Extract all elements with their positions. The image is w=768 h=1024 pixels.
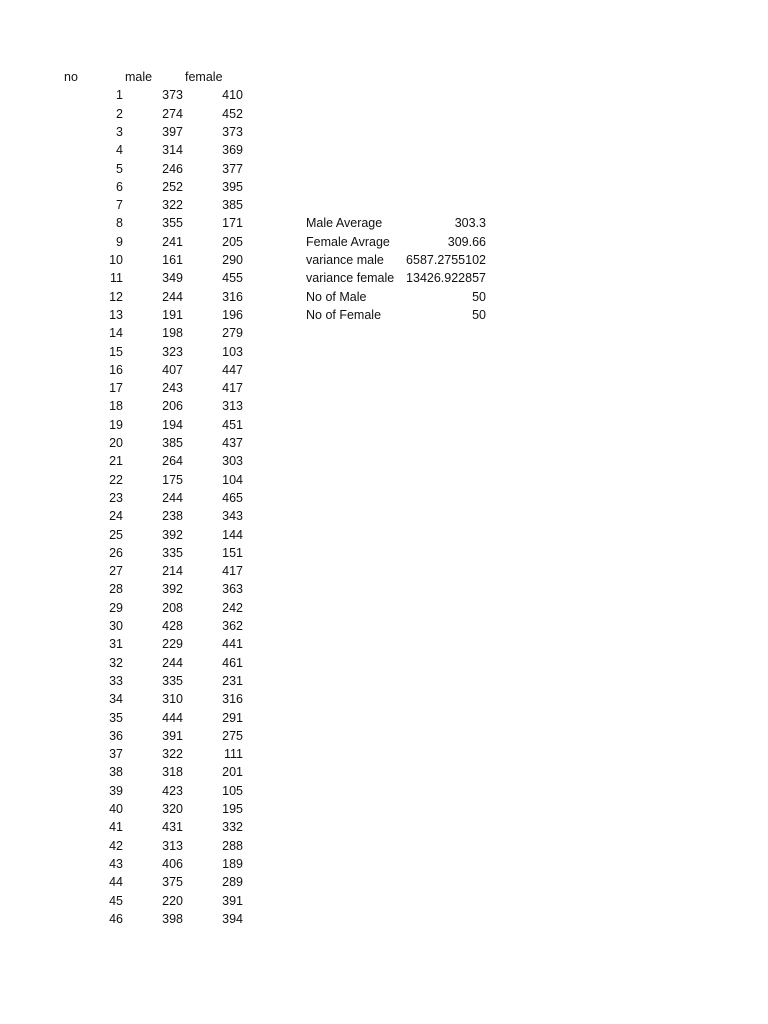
stat-value: 309.66 [447,234,486,249]
table-row [0,397,520,415]
cell-no: 35 [109,710,123,725]
cell-female: 103 [222,344,243,359]
table-row [0,160,520,178]
cell-male: 349 [162,271,183,286]
cell-male: 392 [162,527,183,542]
stat-row [0,214,520,232]
cell-no: 46 [109,911,123,926]
cell-no: 22 [109,472,123,487]
table-row [0,141,520,159]
table-row [0,507,520,525]
cell-male: 220 [162,893,183,908]
table-row [0,763,520,781]
cell-female: 437 [222,436,243,450]
cell-no: 12 [109,289,123,304]
table-row [0,123,520,141]
column-header-male: male [125,70,153,84]
cell-female: 417 [222,564,243,579]
cell-male: 310 [162,692,183,707]
stat-value: 50 [472,307,486,322]
cell-male: 335 [162,673,183,688]
cell-male: 175 [162,472,183,487]
cell-no: 44 [109,875,123,890]
cell-no: 14 [109,326,123,341]
stat-value: 50 [472,289,486,304]
table-row [0,892,520,910]
cell-male: 391 [162,728,183,743]
cell-male: 373 [162,88,183,103]
stat-row [0,288,520,306]
cell-male: 322 [162,198,183,213]
cell-female: 447 [222,362,243,377]
cell-female: 316 [222,692,243,707]
cell-male: 444 [162,710,183,725]
cell-no: 13 [109,307,123,322]
cell-no: 16 [109,362,123,377]
cell-female: 362 [222,619,243,633]
cell-female: 242 [222,600,243,615]
cell-male: 355 [162,216,183,231]
cell-male: 238 [162,509,183,524]
cell-male: 423 [162,783,183,798]
cell-male: 375 [162,875,183,890]
cell-female: 231 [222,673,243,688]
cell-no: 30 [109,619,123,633]
cell-female: 343 [222,509,243,524]
cell-male: 241 [162,234,183,249]
cell-female: 105 [222,783,243,798]
cell-male: 385 [162,436,183,450]
cell-no: 27 [109,564,123,579]
column-header-female: female [185,70,223,84]
table-row [0,489,520,507]
table-row [0,690,520,708]
table-row [0,86,520,104]
table-row [0,782,520,800]
cell-no: 8 [116,216,123,231]
header-row [0,68,520,86]
cell-male: 335 [162,545,183,560]
cell-male: 243 [162,381,183,396]
stat-label: variance male [306,253,384,267]
cell-male: 194 [162,417,183,432]
table-row [0,452,520,470]
table-row [0,178,520,196]
table-row [0,526,520,544]
table-row [0,105,520,123]
cell-female: 144 [222,527,243,542]
cell-no: 5 [116,161,123,176]
cell-female: 394 [222,911,243,926]
cell-male: 428 [162,619,183,633]
cell-no: 37 [109,747,123,762]
stat-label: variance female [306,271,395,286]
cell-male: 314 [162,143,183,158]
cell-female: 104 [222,472,243,487]
cell-no: 15 [109,344,123,359]
cell-male: 191 [162,307,183,322]
cell-no: 26 [109,545,123,560]
table-row [0,343,520,361]
cell-male: 318 [162,765,183,780]
cell-female: 441 [222,637,243,652]
cell-male: 206 [162,399,183,414]
cell-no: 31 [109,637,123,652]
cell-no: 33 [109,673,123,688]
table-row [0,361,520,379]
cell-no: 34 [109,692,123,707]
cell-female: 385 [222,198,243,213]
cell-male: 244 [162,490,183,505]
table-row [0,379,520,397]
table-row [0,837,520,855]
cell-female: 395 [222,179,243,194]
cell-no: 1 [116,88,123,103]
cell-female: 291 [222,710,243,725]
cell-female: 363 [222,582,243,597]
cell-male: 229 [162,637,183,652]
cell-no: 21 [109,454,123,469]
cell-female: 171 [222,216,243,231]
table-row [0,727,520,745]
table-row [0,800,520,818]
cell-male: 214 [162,564,183,579]
cell-male: 397 [162,124,183,139]
cell-female: 279 [222,326,243,341]
cell-no: 29 [109,600,123,615]
cell-no: 40 [109,802,123,816]
cell-no: 10 [109,253,123,267]
cell-female: 290 [222,253,243,267]
table-row [0,818,520,836]
cell-no: 11 [110,271,123,286]
cell-male: 274 [162,106,183,121]
table-row [0,745,520,763]
cell-male: 244 [162,655,183,670]
stat-value: 13426.922857 [406,271,486,286]
cell-female: 201 [222,765,243,780]
cell-female: 205 [222,234,243,249]
cell-male: 406 [162,856,183,871]
table-row [0,709,520,727]
stat-label: Male Average [306,216,383,231]
cell-no: 41 [109,820,123,835]
cell-male: 323 [162,344,183,359]
cell-no: 19 [109,417,123,432]
table-row [0,544,520,562]
cell-no: 25 [109,527,123,542]
stat-row [0,269,520,287]
cell-male: 320 [162,802,183,816]
cell-male: 431 [162,820,183,835]
cell-no: 36 [109,728,123,743]
cell-no: 28 [109,582,123,597]
table-row [0,580,520,598]
cell-male: 198 [162,326,183,341]
cell-male: 392 [162,582,183,597]
cell-no: 23 [109,490,123,505]
cell-female: 313 [222,399,243,414]
cell-female: 391 [222,893,243,908]
cell-female: 465 [222,490,243,505]
table-row [0,654,520,672]
cell-female: 189 [222,856,243,871]
cell-male: 208 [162,600,183,615]
cell-male: 161 [162,253,183,267]
cell-male: 407 [162,362,183,377]
cell-no: 7 [116,198,123,213]
table-row [0,196,520,214]
cell-female: 111 [223,747,243,762]
table-row [0,873,520,891]
table-row [0,562,520,580]
cell-male: 313 [162,838,183,853]
cell-no: 2 [116,106,123,121]
cell-female: 316 [222,289,243,304]
cell-female: 288 [222,838,243,853]
cell-female: 303 [222,454,243,469]
cell-no: 6 [116,179,123,194]
cell-male: 398 [162,911,183,926]
cell-female: 451 [222,417,243,432]
table-row [0,434,520,452]
cell-female: 417 [222,381,243,396]
table-row [0,910,520,928]
cell-no: 24 [109,509,123,524]
cell-female: 275 [222,728,243,743]
table-row [0,672,520,690]
cell-no: 4 [116,143,123,158]
stat-label: Female Avrage [306,234,390,249]
stat-row [0,233,520,251]
cell-no: 38 [109,765,123,780]
stat-value: 303.3 [454,216,486,231]
column-header-no: no [64,70,78,84]
cell-female: 289 [222,875,243,890]
cell-female: 410 [222,88,243,103]
cell-male: 246 [162,161,183,176]
cell-female: 369 [222,143,243,158]
cell-female: 377 [222,161,243,176]
cell-male: 244 [162,289,183,304]
stat-row [0,251,520,269]
cell-male: 264 [162,454,183,469]
table-row [0,416,520,434]
cell-female: 455 [222,271,243,286]
cell-no: 32 [109,655,123,670]
cell-no: 45 [109,893,123,908]
stat-value: 6587.2755102 [406,253,486,267]
cell-no: 39 [109,783,123,798]
table-row [0,855,520,873]
cell-female: 332 [222,820,243,835]
cell-male: 252 [162,179,183,194]
cell-no: 17 [109,381,123,396]
cell-no: 9 [116,234,123,249]
cell-no: 20 [109,436,123,450]
table-row [0,617,520,635]
table-row [0,635,520,653]
table-row [0,471,520,489]
cell-no: 42 [109,838,123,853]
cell-no: 43 [109,856,123,871]
cell-no: 18 [109,399,123,414]
cell-female: 461 [222,655,243,670]
cell-female: 196 [222,307,243,322]
cell-male: 322 [162,747,183,762]
stat-row [0,306,520,324]
cell-female: 195 [222,802,243,816]
stat-label: No of Female [306,307,382,322]
cell-female: 151 [222,545,243,560]
table-row [0,324,520,342]
cell-female: 373 [222,124,243,139]
stat-label: No of Male [306,289,367,304]
table-row [0,599,520,617]
cell-female: 452 [222,106,243,121]
cell-no: 3 [116,124,123,139]
